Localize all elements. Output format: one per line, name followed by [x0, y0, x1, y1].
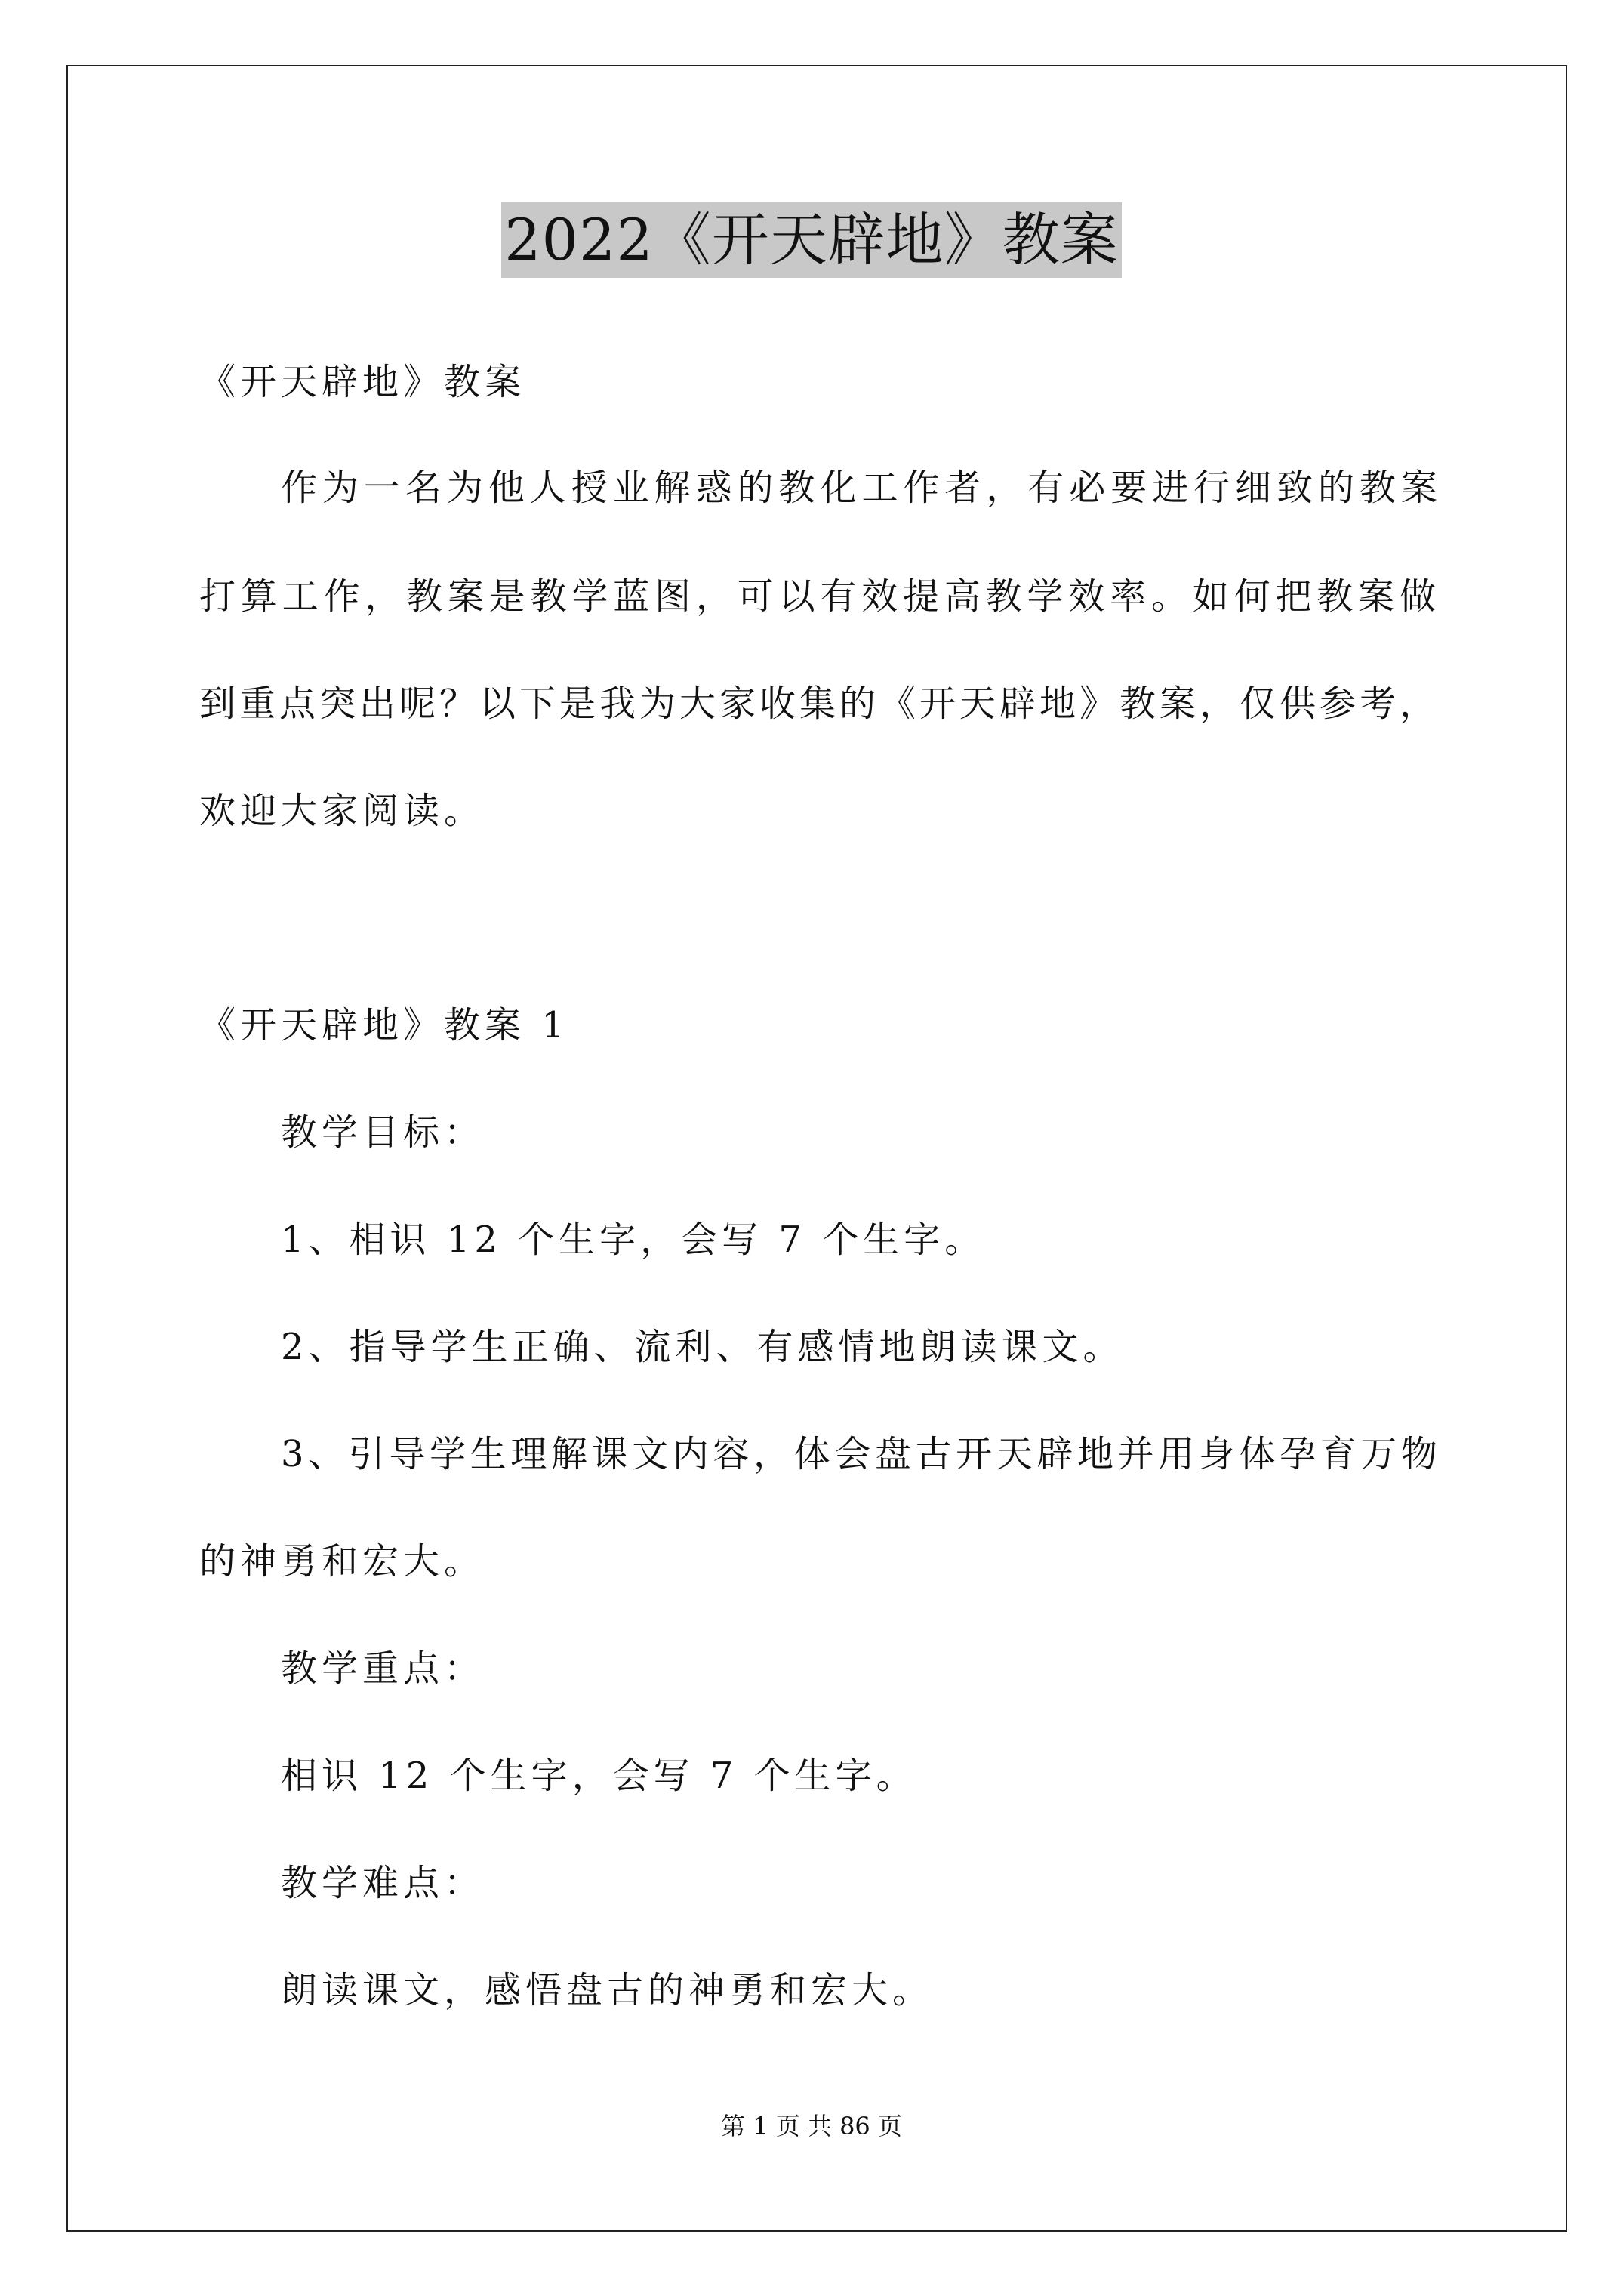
intro-line-2: 打算工作，教案是教学蓝图，可以有效提高教学效率。如何把教案做 — [199, 575, 1437, 618]
key-points-text: 相识 12 个生字，会写 7 个生字。 — [281, 1755, 917, 1797]
objective-3-line-2: 的神勇和宏大。 — [199, 1540, 485, 1583]
objective-1: 1、相识 12 个生字，会写 7 个生字。 — [281, 1219, 986, 1261]
objectives-heading: 教学目标： — [281, 1111, 485, 1154]
difficulties-text: 朗读课文，感悟盘古的神勇和宏大。 — [281, 1969, 934, 2011]
intro-line-4: 欢迎大家阅读。 — [199, 790, 485, 832]
document-subtitle: 《开天辟地》教案 — [199, 361, 526, 403]
difficulties-heading: 教学难点： — [281, 1862, 485, 1904]
objective-3-line-1: 3、引导学生理解课文内容，体会盘古开天辟地并用身体孕育万物 — [281, 1433, 1439, 1475]
document-title: 2022《开天辟地》教案 — [501, 202, 1121, 278]
title-container — [0, 202, 1623, 278]
intro-line-3: 到重点突出呢？以下是我为大家收集的《开天辟地》教案，仅供参考， — [199, 683, 1437, 725]
section-heading: 《开天辟地》教案 1 — [199, 1004, 569, 1046]
intro-line-1: 作为一名为他人授业解惑的教化工作者，有必要进行细致的教案 — [281, 467, 1439, 509]
page-number-footer: 第 1 页 共 86 页 — [721, 2112, 902, 2140]
key-points-heading: 教学重点： — [281, 1647, 485, 1690]
objective-2: 2、指导学生正确、流利、有感情地朗读课文。 — [281, 1326, 1124, 1368]
